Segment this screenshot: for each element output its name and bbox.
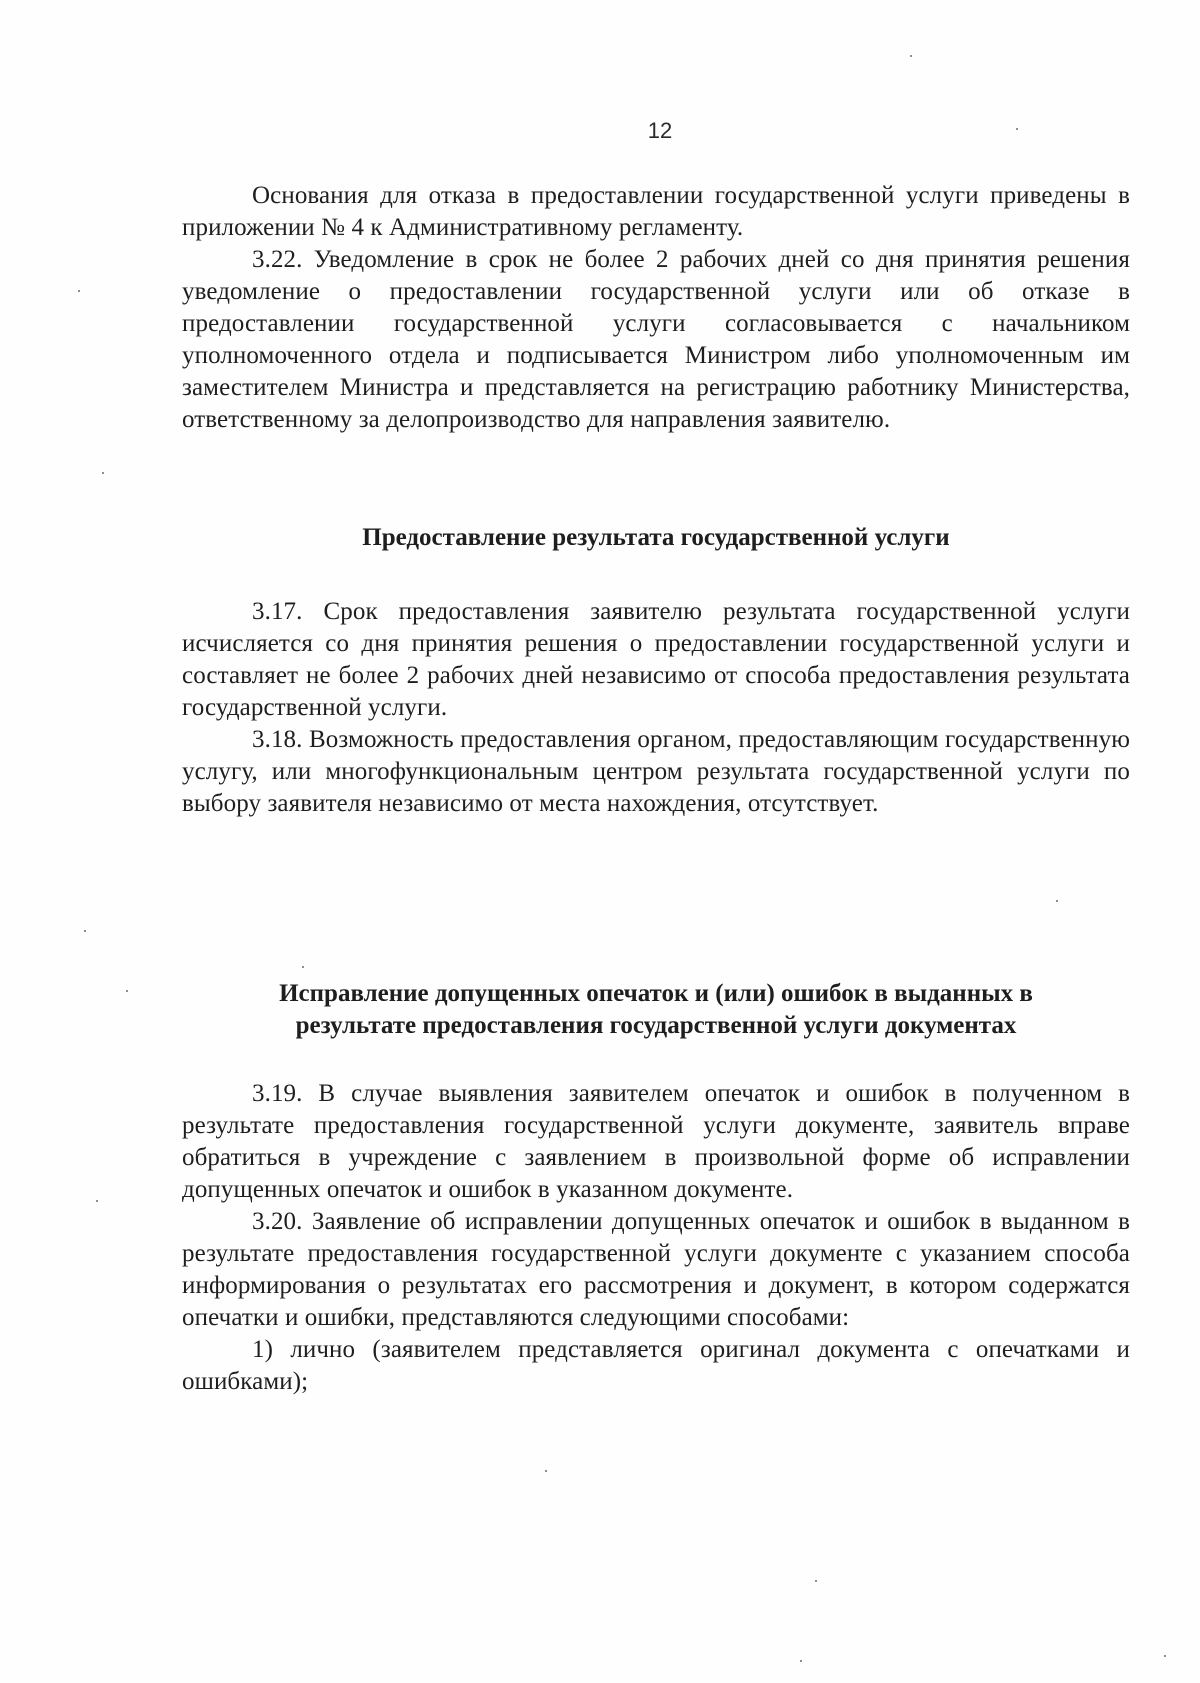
- scan-speck: [102, 472, 104, 474]
- scan-speck: [1164, 1655, 1166, 1657]
- paragraph-3-17: 3.17. Срок предоставления заявителю результата государственной услуги исчисляется со дня принятия решения о предоставлении государственной услуги и составляет не более 2 рабочих дней независимо от способа предоставления результата государственной услуги.: [182, 598, 1130, 721]
- scan-speck: [96, 1200, 98, 1202]
- paragraph-3-19: 3.19. В случае выявления заявителем опечаток и ошибок в полученном в результате предоставления государственной услуги документе, заявитель вправе обратиться в учреждение с заявлением в произвольной форме об исправлении допущенных опечаток и ошибок в указанном документе.: [182, 1080, 1130, 1203]
- scan-speck: [815, 1580, 817, 1582]
- scan-speck: [800, 1660, 802, 1662]
- paragraph-method-in-person: 1) лично (заявителем представляется оригинал документа с опечатками и ошибками);: [182, 1336, 1130, 1395]
- paragraph-3-18: 3.18. Возможность предоставления органом, предоставляющим государственную услугу, или многофункциональным центром результата государственной услуги по выбору заявителя независимо от места нахождения, отсутствует.: [182, 726, 1130, 817]
- scan-speck: [78, 290, 80, 292]
- section-heading-corrections-line-2: результате предоставления государственной услуги документах: [295, 1012, 1017, 1039]
- section-heading-corrections: [182, 978, 1130, 1042]
- scan-speck: [302, 966, 304, 968]
- page-number: 12: [647, 118, 673, 143]
- scan-speck: [1056, 900, 1058, 902]
- result-delivery-section: [182, 596, 1130, 820]
- scan-speck: [910, 55, 912, 57]
- paragraph-3-20: 3.20. Заявление об исправлении допущенных опечаток и ошибок в выданном в результате предоставления государственной услуги документе с указанием способа информирования о результатах его рассмотрения и документ, в котором содержатся опечатки и ошибки, представляются следующими способами:: [182, 1208, 1130, 1331]
- corrections-section: [182, 1078, 1130, 1398]
- paragraph-3-22: 3.22. Уведомление в срок не более 2 рабочих дней со дня принятия решения уведомление о предоставлении государственной услуги или об отказе в предоставлении государственной услуги согласовывается с начальником уполномоченного отдела и подписывается Министром либо уполномоченным им заместителем Министра и представляется на регистрацию работнику Министерства, ответственному за делопроизводство для направления заявителю.: [182, 246, 1130, 433]
- section-heading-result-delivery: Предоставление результата государственной услуги: [362, 524, 950, 551]
- refusal-grounds-section: [182, 180, 1130, 436]
- scan-speck: [545, 1470, 547, 1472]
- paragraph-refusal-grounds: Основания для отказа в предоставлении государственной услуги приведены в приложении № 4 к Административному регламенту.: [182, 182, 1130, 241]
- scan-speck: [84, 930, 86, 932]
- scan-speck: [126, 990, 128, 992]
- section-heading-corrections-line-1: Исправление допущенных опечаток и (или) ошибок в выданных в: [279, 980, 1033, 1007]
- scan-speck: [1016, 128, 1018, 130]
